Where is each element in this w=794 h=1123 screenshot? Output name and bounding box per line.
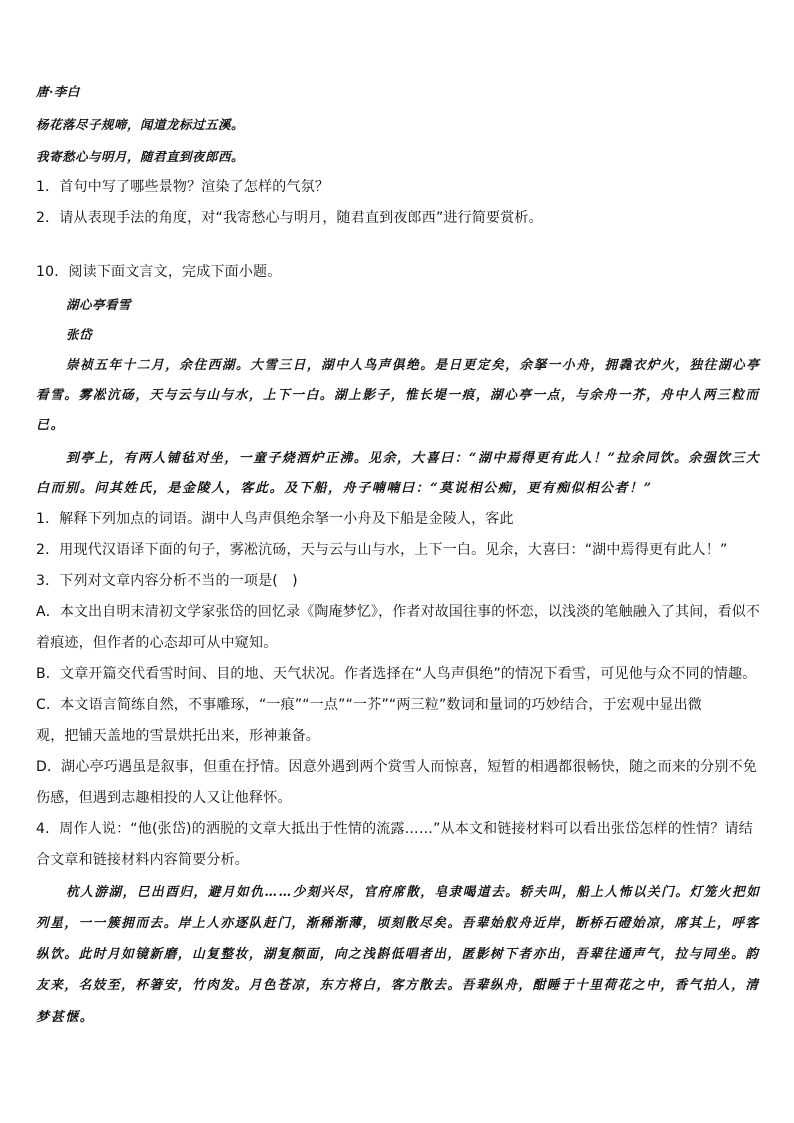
poem-line-1: 杨花落尽子规啼，闻道龙标过五溪。 (36, 117, 245, 132)
option-c-line: 观，把铺天盖地的雪景烘托出来，形神兼备。 (36, 728, 320, 744)
link-material-line: 友来，名妓至，杯箸安，竹肉发。月色苍凉，东方将白，客方散去。吾辈纵舟，酣睡于十里荷花之中，香气拍人，清 (36, 978, 760, 993)
question-1: 1．解释下列加点的词语。湖中人鸟声俱绝余拏一小舟及下船是金陵人，客此 (36, 511, 514, 527)
question-4-line: 合文章和链接材料内容简要分析。 (36, 852, 249, 868)
option-d-line: 伤感，但遇到志趣相投的人又让他释怀。 (36, 790, 292, 806)
section-10-heading: 10．阅读下面文言文，完成下面小题。 (36, 264, 282, 280)
passage-title: 湖心亭看雪 (66, 297, 132, 312)
link-material-line: 纵饮。此时月如镜新磨，山复整妆，湖复颒面，向之浅斟低唱者出，匿影树下者亦出，吾辈往通声气，拉与同坐。韵 (36, 947, 760, 962)
option-b: B．文章开篇交代看雪时间、目的地、天气状况。作者选择在“人鸟声俱绝”的情况下看雪，可见他与众不同的情趣。 (36, 666, 757, 682)
passage-para1-line: 已。 (36, 418, 66, 433)
poem-question-1: 1．首句中写了哪些景物？渲染了怎样的气氛？ (36, 179, 330, 195)
option-a-line: A．本文出自明末清初文学家张岱的回忆录《陶庵梦忆》，作者对故国往事的怀恋，以浅淡的笔触融入了其间，看似不 (36, 604, 761, 620)
option-d-line: D．湖心亭巧遇虽是叙事，但重在抒情。因意外遇到两个赏雪人而惊喜，短暂的相遇都很畅快，随之而来的分别不免 (36, 759, 757, 775)
link-material-line: 杭人游湖，巳出酉归，避月如仇……少刻兴尽，官府席散，皂隶喝道去。轿夫叫，船上人怖以关门。灯笼火把如 (66, 885, 761, 900)
question-4-line: 4．周作人说：“他(张岱)的洒脱的文章大抵出于性情的流露……”从本文和链接材料可以看出张岱怎样的性情？请结 (36, 821, 753, 837)
question-3: 3．下列对文章内容分析不当的一项是( ) (36, 573, 298, 589)
poem-question-2: 2．请从表现手法的角度，对“我寄愁心与明月，随君直到夜郎西”进行简要赏析。 (36, 210, 543, 226)
passage-para1-line: 崇祯五年十二月，余住西湖。大雪三日，湖中人鸟声俱绝。是日更定矣，余拏一小舟，拥毳衣炉火，独往湖心亭 (66, 358, 761, 373)
option-c-line: C．本文语言简练自然，不事雕琢，“一痕”“一点”“一芥”“两三粒”数词和量词的巧妙结合，于宏观中显出微 (36, 697, 702, 713)
passage-para2-line: 白而别。问其姓氏，是金陵人，客此。及下船，舟子喃喃曰：“莫说相公痴，更有痴似相公者！” (36, 481, 653, 496)
passage-para1-line: 看雪。雾凇沆砀，天与云与山与水，上下一白。湖上影子，惟长堤一痕，湖心亭一点，与余舟一芥，舟中人两三粒而 (36, 388, 760, 403)
passage-author: 张岱 (66, 327, 93, 342)
option-a-line: 着痕迹，但作者的心态却可从中窥知。 (36, 635, 278, 651)
link-material-line: 梦甚惬。 (36, 1010, 95, 1025)
link-material-line: 列星，一一簇拥而去。岸上人亦逐队赶门，渐稀渐薄，顷刻散尽矣。吾辈始舣舟近岸，断桥石磴始凉，席其上，呼客 (36, 916, 760, 931)
passage-para2-line: 到亭上，有两人铺毡对坐，一童子烧酒炉正沸。见余，大喜曰：“湖中焉得更有此人！”拉余同饮。余强饮三大 (66, 451, 761, 466)
poem-author: 唐·李白 (36, 84, 80, 99)
question-2: 2．用现代汉语译下面的句子，雾凇沆砀，天与云与山与水，上下一白。见余，大喜曰：“湖中焉得更有此人！” (36, 542, 728, 558)
poem-line-2: 我寄愁心与明月，随君直到夜郎西。 (36, 149, 245, 164)
